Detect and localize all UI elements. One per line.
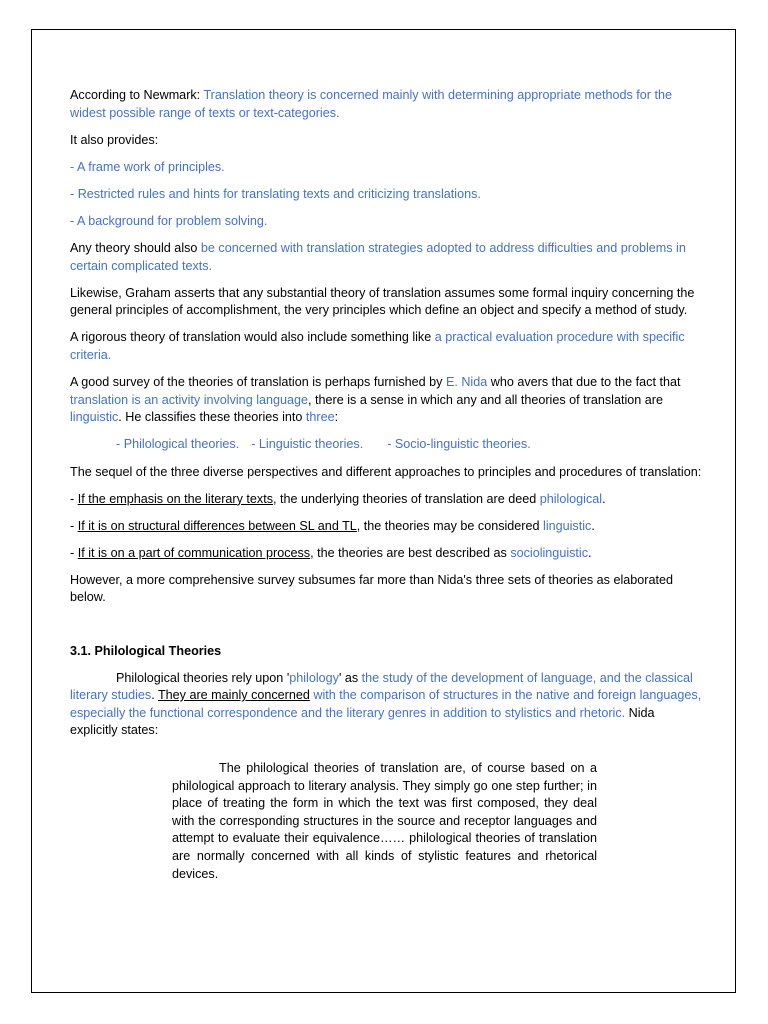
case-dash: - [70, 491, 78, 506]
rigorous-highlight: a practical evaluation procedure with specific criteria. [70, 330, 685, 363]
survey-text-1: A good survey of the theories of translation is perhaps furnished by [70, 375, 446, 390]
philological-text-2: ' as [338, 670, 362, 685]
case-condition: If the emphasis on the literary texts [77, 491, 273, 506]
provides-label: It also provides: [70, 132, 159, 147]
survey-text-2: who avers that due to the fact that [487, 375, 681, 390]
survey-linguistic: linguistic [70, 410, 119, 425]
theories-list [70, 436, 702, 454]
graham-paragraph: Likewise, Graham asserts that any substantial theory of translation assumes some formal inquiry concerning the general principles of accomplishment, the very principles which define an object and specify a method of study. [70, 285, 695, 318]
newmark-paragraph [70, 87, 702, 122]
case-term: philological [539, 491, 603, 506]
case-condition: If it is on structural differences between SL and TL [77, 518, 357, 533]
case-end: . [588, 545, 592, 560]
any-theory-paragraph [70, 240, 702, 275]
philological-definition: the study of the development of language, and the classical literary studies [70, 670, 693, 703]
philological-text-1: Philological theories rely upon ' [116, 670, 290, 685]
philological-text-3: . [151, 688, 158, 703]
provides-item-3: - A background for problem solving. [70, 213, 268, 228]
case-text: , the theories are best described as [310, 545, 511, 560]
case-dash: - [70, 545, 78, 560]
case-communication [70, 545, 702, 563]
document-page [31, 29, 736, 993]
newmark-lead: According to Newmark: [70, 88, 204, 102]
any-theory-lead: Any theory should also [70, 241, 201, 256]
rigorous-lead: A rigorous theory of translation would also include something like [70, 330, 435, 345]
nida-quote: The philological theories of translation are, of course based on a philological approach to literary analysis. They simply go one step further; in place of treating the form in which the text was first composed, they deal with the corresponding structures in the source and receptor languages and attempt to evaluate their equivalence…… philological theories of translation are normally concerned with all kinds of stylistic features and rhetorical devices. [172, 761, 597, 881]
philological-text-5: Nida explicitly states: [70, 705, 655, 738]
survey-three: three [305, 410, 335, 425]
case-text: , the underlying theories of translation are deed [273, 491, 540, 506]
survey-activity: translation is an activity involving language [70, 392, 309, 407]
rigorous-paragraph [70, 329, 702, 364]
case-literary [70, 491, 702, 509]
sequel-paragraph: The sequel of the three diverse perspectives and different approaches to principles and procedures of translation: [70, 464, 702, 479]
philological-paragraph [70, 670, 702, 740]
survey-text-5: : [334, 410, 339, 425]
philological-concerned: They are mainly concerned [157, 688, 310, 703]
case-structural [70, 518, 702, 536]
survey-nida: E. Nida [445, 375, 488, 390]
theory-linguistic: - Linguistic theories. [251, 437, 364, 452]
provides-item-1: - A frame work of principles. [70, 159, 225, 174]
philological-term: philology [289, 670, 339, 685]
provides-item-2: - Restricted rules and hints for translating texts and criticizing translations. [70, 186, 481, 201]
however-paragraph: However, a more comprehensive survey subsumes far more than Nida's three sets of theories as elaborated below. [70, 572, 673, 605]
newmark-definition: Translation theory is concerned mainly with determining appropriate methods for the widest possible range of texts or text-categories. [70, 88, 672, 120]
survey-paragraph [70, 374, 702, 427]
theory-philological: - Philological theories. [116, 437, 240, 452]
case-term: linguistic [543, 518, 592, 533]
section-heading: 3.1. Philological Theories [70, 644, 222, 659]
case-end: . [602, 491, 606, 506]
theory-sociolinguistic: - Socio-linguistic theories. [387, 437, 531, 452]
case-dash: - [70, 518, 78, 533]
survey-text-3: , there is a sense in which any and all theories of translation are [308, 392, 663, 407]
case-end: . [591, 518, 595, 533]
case-text: , the theories may be considered [356, 518, 544, 533]
philological-comparison: with the comparison of structures in the native and foreign languages, especially the functional correspondence and the literary genres in addition to stylistics and rhetoric. [70, 688, 702, 720]
any-theory-highlight: be concerned with translation strategies adopted to address difficulties and problems in certain complicated texts. [70, 241, 686, 273]
survey-text-4: . He classifies these theories into [118, 410, 306, 425]
case-term: sociolinguistic [510, 545, 589, 560]
document-body [70, 87, 702, 883]
case-condition: If it is on a part of communication process [77, 545, 311, 560]
